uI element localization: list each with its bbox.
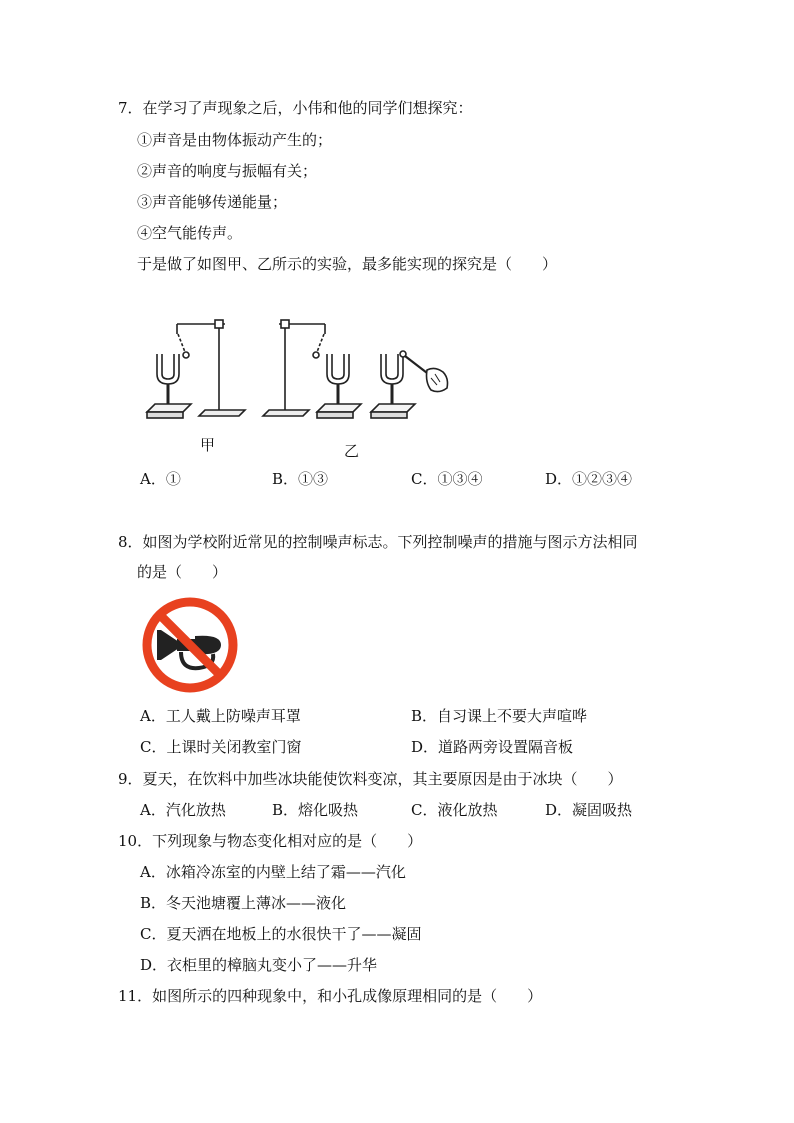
q7-item-3: ③声音能够传递能量； [137, 193, 288, 211]
q8-option-b: B．自习课上不要大声喧哗 [411, 707, 588, 725]
no-horn-sign-icon [141, 596, 239, 694]
q9-option-a: A．汽化放热 [140, 801, 226, 819]
figure-label-jia: 甲 [200, 436, 216, 454]
q7-item-2: ②声音的响度与振幅有关； [137, 162, 318, 180]
q9-option-c: C．液化放热 [411, 801, 498, 819]
q10-option-d: D．衣柜里的樟脑丸变小了——升华 [140, 956, 378, 974]
figure-label-yi: 乙 [344, 442, 360, 460]
q10-option-c: C．夏天洒在地板上的水很快干了——凝固 [140, 925, 422, 943]
q11-stem: 11．如图所示的四种现象中，和小孔成像原理相同的是（ ） [118, 987, 543, 1005]
q9-option-d: D．凝固吸热 [545, 801, 633, 819]
q7-option-b: B．①③ [272, 470, 329, 488]
q7-option-a: A．① [140, 470, 181, 488]
q9-stem: 9．夏天，在饮料中加些冰块能使饮料变凉，其主要原因是由于冰块（ ） [118, 770, 623, 788]
q7-item-4: ④空气能传声。 [137, 224, 243, 242]
q7-question: 于是做了如图甲、乙所示的实验，最多能实现的探究是（ ） [137, 255, 558, 273]
q7-stem: 7．在学习了声现象之后，小伟和他的同学们想探究： [118, 99, 473, 117]
q8-option-c: C．上课时关闭教室门窗 [140, 738, 302, 756]
q8-option-d: D．道路两旁设置隔音板 [411, 738, 574, 756]
q7-figure [135, 312, 465, 442]
q10-option-b: B．冬天池塘覆上薄冰——液化 [140, 894, 347, 912]
q10-stem: 10．下列现象与物态变化相对应的是（ ） [118, 832, 423, 850]
q8-stem-line1: 8．如图为学校附近常见的控制噪声标志。下列控制噪声的措施与图示方法相同 [118, 533, 638, 551]
q7-option-c: C．①③④ [411, 470, 483, 488]
q7-item-1: ①声音是由物体振动产生的； [137, 131, 333, 149]
q10-option-a: A．冰箱冷冻室的内壁上结了霜——汽化 [140, 863, 406, 881]
q9-option-b: B．熔化吸热 [272, 801, 359, 819]
q7-option-d: D．①②③④ [545, 470, 633, 488]
q8-stem-line2: 的是（ ） [137, 563, 228, 581]
q8-option-a: A．工人戴上防噪声耳罩 [140, 707, 301, 725]
